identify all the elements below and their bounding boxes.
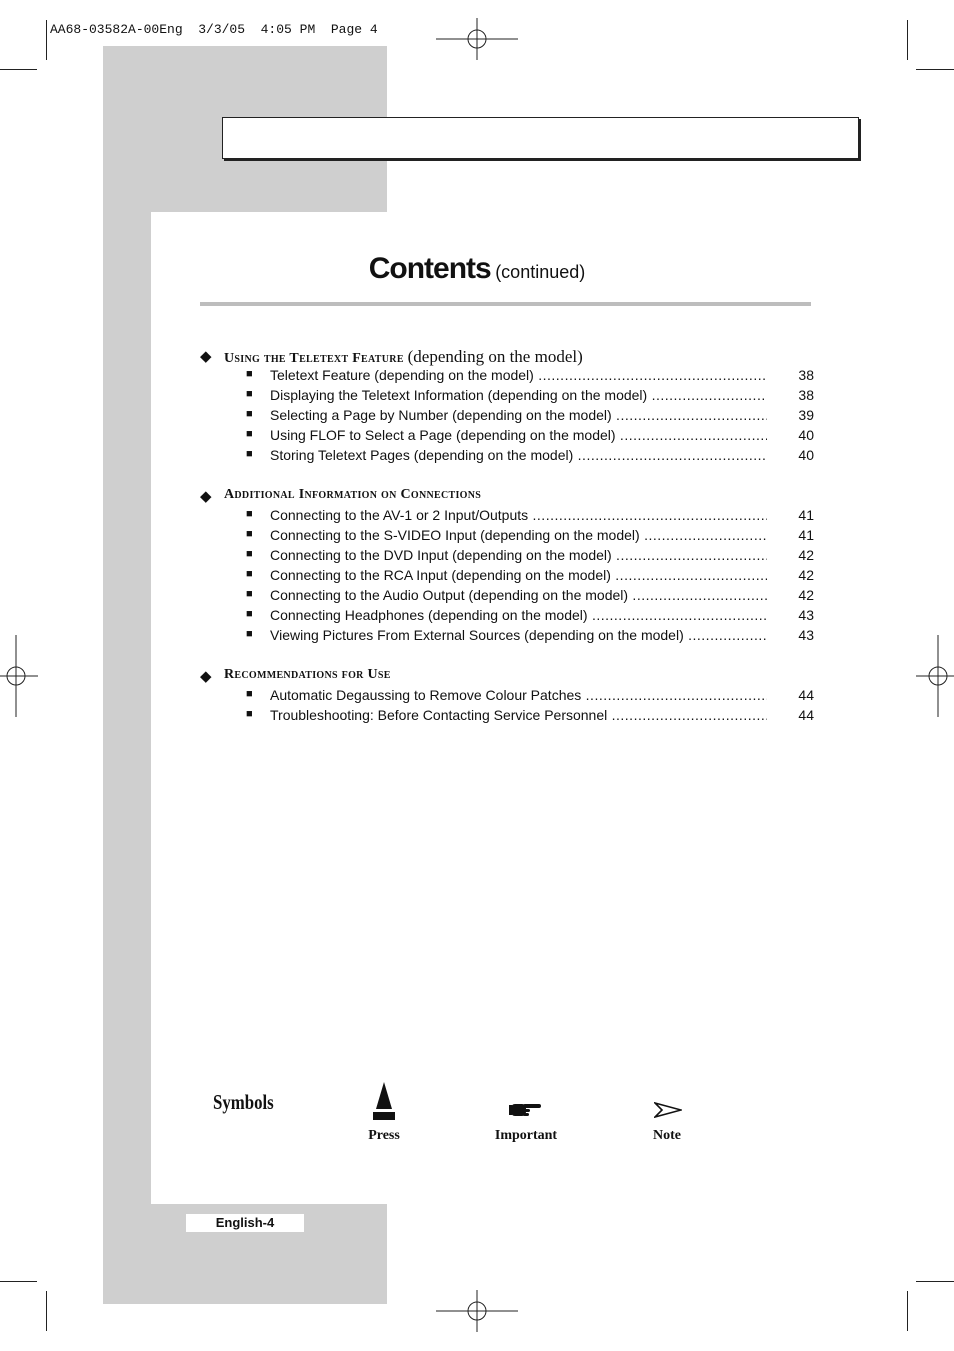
symbol-label-important: Important [494,1128,558,1143]
toc-entry-text: Connecting to the S-VIDEO Input (depending on the model) ..... [270,527,767,543]
toc-entry-text: Connecting Headphones (depending on the model) ..... [270,607,767,623]
square-bullet-icon: ■ [246,608,253,620]
crop-mark [0,1281,37,1282]
registration-mark-icon [916,635,954,717]
square-bullet-icon: ■ [246,388,253,400]
square-bullet-icon: ■ [246,508,253,520]
toc-entry[interactable] [200,407,820,427]
symbol-label-press: Press [368,1128,400,1143]
title-divider [200,302,811,306]
toc-entry-page: 42 [798,587,814,603]
print-header: AA68-03582A-00Eng 3/3/05 4:05 PM Page 4 [50,22,378,37]
title-sub: (continued) [495,262,586,282]
square-bullet-icon: ■ [246,448,253,460]
section-heading-text: Recommendations for Use [224,667,391,682]
registration-mark-icon [436,18,518,60]
section-heading-text: Additional Information on Connections [224,487,482,502]
toc-entry-page: 40 [798,447,814,463]
toc-entry[interactable] [200,627,820,647]
symbol-label-note: Note [653,1128,681,1143]
toc-entry[interactable] [200,707,820,727]
page-title [0,252,954,286]
toc-entry-text: Storing Teletext Pages (depending on the model) ..... [270,447,767,463]
section-heading-text: Using the Teletext Feature [224,351,404,366]
section-heading [200,347,820,367]
toc-entry-text: Automatic Degaussing to Remove Colour Patches ..... [270,687,767,703]
toc-entry-page: 44 [798,707,814,723]
toc-entry[interactable] [200,367,820,387]
toc-entry[interactable] [200,567,820,587]
toc-entry[interactable] [200,607,820,627]
toc-entry[interactable] [200,507,820,527]
registration-mark-icon [436,1290,518,1332]
symbols-title: Symbols [213,1090,274,1114]
toc-entry-page: 43 [798,627,814,643]
toc-entry[interactable] [200,547,820,567]
toc-entry-page: 40 [798,427,814,443]
gray-band-left [103,212,151,1304]
square-bullet-icon: ■ [246,688,253,700]
toc-entry-text: Connecting to the DVD Input (depending on the model) ..... [270,547,767,563]
toc-entry-text: Connecting to the Audio Output (depending on the model) ..... [270,587,767,603]
toc-entry-page: 43 [798,607,814,623]
contents-section [200,667,820,727]
toc-entry-text: Connecting to the RCA Input (depending on the model) ..... [270,567,767,583]
crop-mark [916,1281,954,1282]
crop-mark [0,69,37,70]
toc-entry[interactable] [200,587,820,607]
square-bullet-icon: ■ [246,628,253,640]
contents-section [200,347,820,467]
square-bullet-icon: ■ [246,428,253,440]
toc-entry-page: 42 [798,547,814,563]
toc-entry-page: 41 [798,507,814,523]
square-bullet-icon: ■ [246,528,253,540]
section-heading [200,487,820,507]
toc-entry[interactable] [200,687,820,707]
registration-mark-icon [0,635,38,717]
toc-entry-page: 38 [798,387,814,403]
crop-mark [46,1291,47,1331]
contents-section [200,487,820,647]
square-bullet-icon: ■ [246,568,253,580]
square-bullet-icon: ■ [246,368,253,380]
press-icon [369,1081,399,1123]
title-main: Contents [368,252,491,285]
diamond-bullet-icon: ◆ [200,669,212,685]
diamond-bullet-icon: ◆ [200,489,212,505]
toc-entry-text: Displaying the Teletext Information (depending on the model) ..... [270,387,767,403]
toc-entry-text: Connecting to the AV-1 or 2 Input/Outputs ..... [270,507,767,523]
toc-entry-page: 44 [798,687,814,703]
toc-entry-page: 38 [798,367,814,383]
crop-mark [907,20,908,60]
pointing-hand-icon [509,1099,543,1119]
toc-entry-page: 42 [798,567,814,583]
square-bullet-icon: ■ [246,548,253,560]
arrow-icon [654,1102,682,1118]
crop-mark [916,69,954,70]
toc-entry-text: Using FLOF to Select a Page (depending on the model) ..... [270,427,767,443]
diamond-bullet-icon: ◆ [200,349,212,365]
toc-entry[interactable] [200,387,820,407]
square-bullet-icon: ■ [246,708,253,720]
square-bullet-icon: ■ [246,408,253,420]
toc-entry-page: 39 [798,407,814,423]
toc-entry-text: Troubleshooting: Before Contacting Service Personnel ..... [270,707,767,723]
header-frame [222,117,859,159]
toc-entry-text: Teletext Feature (depending on the model) ..... [270,367,767,383]
toc-entry-page: 41 [798,527,814,543]
crop-mark [907,1291,908,1331]
section-heading-sub: (depending on the model) [407,347,583,366]
toc-entry-text: Viewing Pictures From External Sources (depending on the model) ..... [270,627,767,643]
toc-entry-text: Selecting a Page by Number (depending on the model) ..... [270,407,767,423]
toc-entry[interactable] [200,427,820,447]
page-number-label: English-4 [186,1214,304,1232]
crop-mark [46,20,47,60]
square-bullet-icon: ■ [246,588,253,600]
toc-entry[interactable] [200,447,820,467]
toc-entry[interactable] [200,527,820,547]
section-heading [200,667,820,687]
